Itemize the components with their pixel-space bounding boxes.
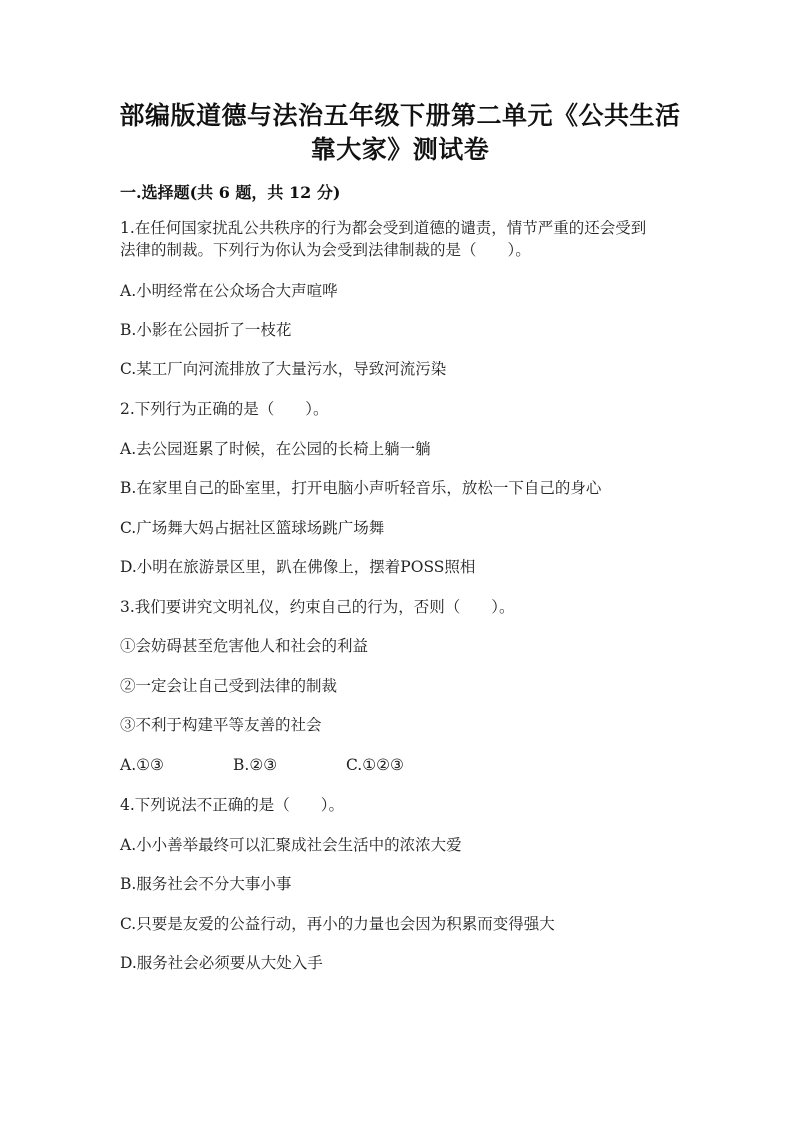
q2-option-d: D.小明在旅游景区里，趴在佛像上，摆着POSS照相 [120, 558, 476, 576]
q1-option-c: C.某工厂向河流排放了大量污水，导致河流污染 [120, 360, 447, 378]
q2-stem: 2.下列行为正确的是（ ）。 [120, 400, 329, 418]
section-heading: 一.选择题(共 6 题，共 12 分) [120, 183, 341, 202]
q3-stem: 3.我们要讲究文明礼仪，约束自己的行为，否则（ ）。 [120, 598, 515, 616]
q4-option-c: C.只要是友爱的公益行动，再小的力量也会因为积累而变得强大 [120, 915, 555, 933]
page-title-line-2: 靠大家》测试卷 [310, 135, 490, 164]
q4-stem: 4.下列说法不正确的是（ ）。 [120, 796, 345, 814]
q3-option-a: A.①③ [120, 756, 164, 774]
q3-option-c: C.①②③ [346, 756, 404, 774]
q4-option-a: A.小小善举最终可以汇聚成社会生活中的浓浓大爱 [120, 836, 462, 854]
q1-stem-line-1: 1.在任何国家扰乱公共秩序的行为都会受到道德的谴责，情节严重的还会受到 [120, 219, 647, 237]
q4-option-d: D.服务社会必须要从大处入手 [120, 954, 323, 972]
q4-option-b: B.服务社会不分大事小事 [120, 875, 292, 893]
q3-item-1: ①会妨碍甚至危害他人和社会的利益 [120, 637, 369, 655]
q1-option-a: A.小明经常在公众场合大声喧哗 [120, 282, 338, 300]
q3-option-b: B.②③ [233, 756, 278, 774]
q2-option-b: B.在家里自己的卧室里，打开电脑小声听轻音乐，放松一下自己的身心 [120, 479, 602, 497]
q1-option-b: B.小影在公园折了一枝花 [120, 321, 292, 339]
q2-option-c: C.广场舞大妈占据社区篮球场跳广场舞 [120, 519, 385, 537]
q1-stem-line-2: 法律的制裁。下列行为你认为会受到法律制裁的是（ ）。 [120, 241, 531, 259]
q3-item-2: ②一定会让自己受到法律的制裁 [120, 677, 338, 695]
q3-item-3: ③不利于构建平等友善的社会 [120, 716, 322, 734]
q2-option-a: A.去公园逛累了时候，在公园的长椅上躺一躺 [120, 440, 431, 458]
page-title-line-1: 部编版道德与法治五年级下册第二单元《公共生活 [119, 101, 681, 130]
